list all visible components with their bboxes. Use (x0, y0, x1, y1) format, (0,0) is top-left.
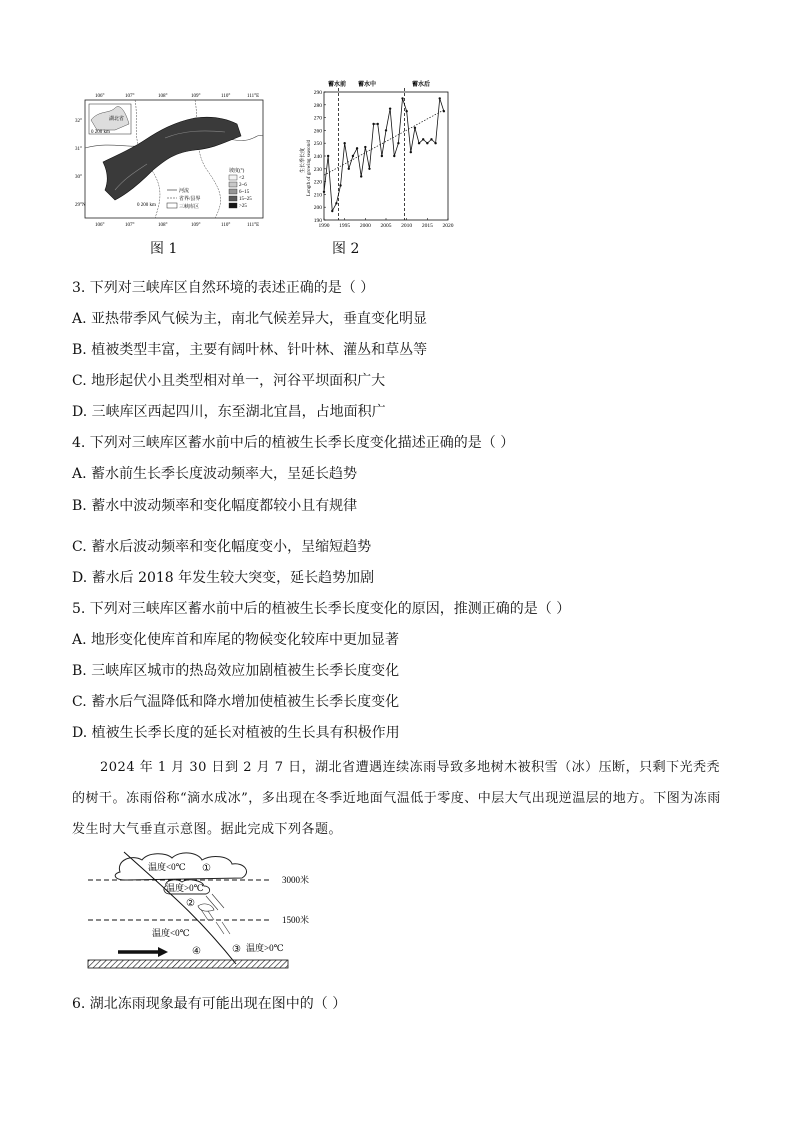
height-1500: 1500米 (282, 915, 310, 925)
passage-text: 2024 年 1 月 30 日到 2 月 7 日，湖北省遭遇连续冻雨导致多地树木被积雪（冰）压断，只剩下光秃秃的树干。冻雨俗称“滴水成冰”，多出现在冬季近地面气温低于零度、中层大气出现逆温层的地方。下图为冻雨发生时大气垂直示意图。据此完成下列各题。 (72, 760, 721, 837)
data-point-1996 (348, 168, 350, 170)
question-3-option-d: D. 三峡库区西起四川，东至湖北宜昌，占地面积广 (72, 404, 386, 420)
y-tick-label-2: 210 (313, 192, 322, 199)
map-bottom-lon-4: 110° (221, 223, 231, 228)
period-during: 蓄水中 (358, 82, 377, 88)
data-point-2012 (414, 127, 416, 129)
figure-1-caption: 图 1 (150, 241, 178, 257)
question-3-option-a: A. 亚热带季风气候为主，南北气候差异大，垂直变化明显 (72, 311, 428, 327)
ylabel-en: Length of growing season/d (307, 140, 312, 196)
data-point-2000 (364, 146, 366, 148)
label-bottom-left-temp: 温度<0℃ (152, 928, 190, 938)
question-5-option-a: A. 地形变化使库首和库尾的物候变化较库中更加显著 (72, 632, 400, 648)
question-4-option-b: B. 蓄水中波动频率和变化幅度都较小且有规律 (72, 498, 358, 514)
data-point-2019 (443, 110, 445, 112)
data-point-1991 (327, 155, 329, 157)
map-scale: 0 200 km (137, 203, 156, 208)
question-5-option-b: B. 三峡库区城市的热岛效应加剧植被生长季长度变化 (72, 663, 400, 679)
data-point-2006 (389, 107, 391, 109)
map-figure-1 (75, 90, 270, 230)
map-top-lon-1: 107° (125, 94, 135, 99)
question-5-stem: 5. 下列对三峡库区蓄水前中后的植被生长季长度变化的原因，推测正确的是（ ） (72, 601, 571, 617)
map-top-lon-3: 109° (191, 94, 201, 99)
slope-class-2: 6~15 (239, 190, 250, 195)
question-3-option-b: B. 植被类型丰富，主要有阔叶林、针叶林、灌丛和草丛等 (72, 342, 428, 358)
legend-river: 河流 (179, 189, 190, 194)
slope-class-4: >25 (239, 204, 247, 209)
x-tick-label-4: 2010 (401, 223, 413, 229)
legend-boundary: 省界/县界 (179, 197, 201, 202)
data-point-2010 (405, 110, 407, 112)
x-tick-label-2: 2000 (359, 223, 371, 229)
data-point-1997 (352, 155, 354, 157)
slope-class-0: <2 (239, 176, 245, 181)
x-tick-label-1: 1995 (339, 223, 351, 229)
y-tick-label-4: 230 (313, 166, 322, 173)
y-tick-label-7: 260 (313, 128, 322, 135)
inset-label: 湖北省 (109, 117, 125, 122)
y-tick-label-6: 250 (313, 141, 322, 148)
data-point-1992 (331, 210, 333, 212)
y-tick-label-0: 190 (313, 218, 322, 224)
data-point-2004 (381, 155, 383, 157)
circle-4: ④ (192, 946, 201, 957)
freezing-rain-diagram (86, 850, 322, 974)
circle-1: ① (202, 863, 211, 874)
map-bottom-lon-1: 107° (125, 223, 135, 228)
data-point-2017 (434, 142, 436, 144)
data-point-2018 (439, 97, 441, 99)
figure-1 (75, 90, 270, 230)
question-3-option-c: C. 地形起伏小且类型相对单一，河谷平坝面积广大 (72, 373, 386, 389)
circle-3: ③ (232, 944, 241, 955)
question-5-option-c: C. 蓄水后气温降低和降水增加使植被生长季长度变化 (72, 694, 400, 710)
figure-2 (296, 78, 461, 236)
label-top-temp: 温度<0℃ (148, 862, 186, 872)
slope-class-3: 15~25 (239, 197, 252, 202)
map-top-lon-5: 111°E (247, 94, 260, 99)
data-point-2007 (393, 155, 395, 157)
x-tick-label-0: 1990 (318, 223, 330, 229)
y-tick-label-5: 240 (313, 154, 322, 160)
question-5-option-d: D. 植被生长季长度的延长对植被的生长具有积极作用 (72, 725, 400, 741)
map-bottom-lon-5: 111°E (247, 223, 260, 228)
y-tick-label-9: 280 (313, 102, 322, 109)
data-point-1998 (356, 147, 358, 149)
question-4-option-a: A. 蓄水前生长季长度波动频率大，呈延长趋势 (72, 466, 358, 482)
data-point-2003 (377, 123, 379, 125)
height-3000: 3000米 (282, 875, 310, 885)
question-4-stem: 4. 下列对三峡库区蓄水前中后的植被生长季长度变化描述正确的是（ ） (72, 435, 515, 451)
data-point-2008 (397, 142, 399, 144)
inset-scale: 0 200 km (91, 130, 110, 135)
x-tick-label-5: 2015 (421, 223, 433, 229)
data-point-2016 (430, 138, 432, 140)
y-tick-label-1: 200 (313, 205, 322, 212)
map-bottom-lon-0: 106° (95, 223, 105, 228)
ylabel-cn: 生长季长度 (301, 147, 306, 173)
map-top-lon-4: 110° (221, 94, 231, 99)
data-point-1999 (360, 175, 362, 177)
passage (72, 752, 732, 845)
data-point-2001 (368, 168, 370, 170)
map-lat-3: 29°N (75, 203, 86, 208)
data-point-2015 (426, 142, 428, 144)
data-point-1993 (335, 202, 337, 204)
y-tick-label-3: 220 (313, 179, 322, 186)
period-after: 蓄水后 (412, 82, 431, 88)
plot-frame (324, 92, 448, 220)
map-lat-1: 31° (75, 147, 82, 152)
question-4-option-d: D. 蓄水后 2018 年发生较大突变，延长趋势加剧 (72, 570, 375, 586)
series-line (324, 98, 444, 211)
y-tick-label-10: 290 (313, 90, 322, 96)
y-tick-label-8: 270 (313, 115, 322, 122)
map-bottom-lon-3: 109° (191, 223, 201, 228)
data-point-1990 (323, 191, 325, 193)
x-tick-label-3: 2005 (380, 223, 392, 229)
period-before: 蓄水前 (328, 82, 347, 88)
data-point-2005 (385, 129, 387, 131)
data-point-2013 (418, 142, 420, 144)
label-bottom-right-temp: 温度>0℃ (246, 943, 284, 953)
slope-legend-title: 坡度(°) (229, 169, 245, 174)
x-tick-label-6: 2020 (442, 223, 454, 229)
data-point-2002 (372, 123, 374, 125)
question-3-stem: 3. 下列对三峡库区自然环境的表述正确的是（ ） (72, 280, 375, 296)
figure-2-caption: 图 2 (332, 241, 360, 257)
circle-2: ② (186, 898, 195, 909)
data-point-2014 (422, 138, 424, 140)
data-point-1994 (339, 184, 341, 186)
figure-3 (86, 850, 322, 974)
question-6-stem: 6. 湖北冻雨现象最有可能出现在图中的（ ） (72, 996, 347, 1012)
label-mid-temp: 温度>0℃ (166, 883, 204, 893)
map-top-lon-2: 108° (158, 94, 168, 99)
data-point-2011 (410, 151, 412, 153)
slope-class-1: 2~6 (239, 183, 247, 188)
question-4-option-c: C. 蓄水后波动频率和变化幅度变小，呈缩短趋势 (72, 539, 372, 555)
map-bottom-lon-2: 108° (158, 223, 168, 228)
map-lat-2: 30° (75, 175, 82, 180)
growing-season-chart (296, 78, 461, 236)
legend-reservoir: 三峡库区 (179, 205, 200, 210)
map-top-lon-0: 106° (95, 94, 105, 99)
map-lat-0: 32° (75, 119, 82, 124)
data-point-2009 (401, 97, 403, 99)
data-point-1995 (343, 142, 345, 144)
